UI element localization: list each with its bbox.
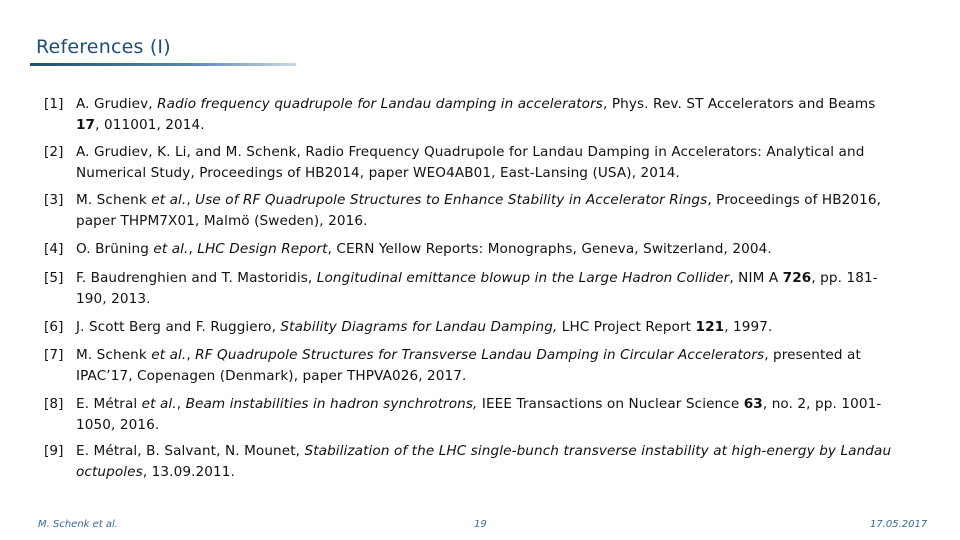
reference-italic-run: Longitudinal emittance blowup in the Large Hadron Collider	[316, 270, 730, 286]
reference-italic-run: Beam instabilities in hadron synchrotrons,	[185, 396, 478, 412]
reference-text	[76, 239, 894, 260]
reference-text	[76, 441, 894, 483]
reference-text	[76, 394, 894, 436]
reference-run: , CERN Yellow Reports: Monographs, Geneva, Switzerland, 2004.	[327, 241, 772, 257]
reference-run: M. Schenk	[76, 192, 152, 208]
reference-number: [3]	[44, 192, 64, 208]
reference-run: , presented at IPAC’17, Copenagen (Denmark), paper THPVA026, 2017.	[76, 347, 861, 384]
reference-number: [2]	[44, 144, 64, 160]
reference-run: ,	[186, 347, 196, 363]
reference-text	[76, 317, 894, 338]
reference-number: [1]	[44, 96, 64, 112]
reference-number: [6]	[44, 319, 64, 335]
reference-run: A. Grudiev,	[76, 96, 158, 112]
reference-number: [8]	[44, 396, 64, 412]
reference-run: , NIM A	[729, 270, 783, 286]
reference-number: [4]	[44, 241, 64, 257]
reference-text	[76, 345, 894, 387]
reference-run: IEEE Transactions on Nuclear Science	[477, 396, 744, 412]
title-underline	[30, 63, 296, 66]
reference-italic-run: et al.	[151, 192, 187, 208]
footer-date: 17.05.2017	[870, 519, 928, 530]
reference-number: [5]	[44, 270, 64, 286]
reference-italic-run: Radio frequency quadrupole for Landau damping in accelerators	[157, 96, 603, 112]
reference-run: F. Baudrenghien and T. Mastoridis,	[76, 270, 317, 286]
reference-text	[76, 142, 894, 184]
reference-text	[76, 190, 894, 232]
reference-item	[44, 94, 894, 136]
footer-page-number: 19	[474, 519, 487, 530]
reference-run: ,	[188, 241, 198, 257]
reference-run: M. Schenk	[76, 347, 152, 363]
reference-number: [9]	[44, 443, 64, 459]
reference-run: E. Métral	[76, 396, 142, 412]
reference-run: ,	[176, 396, 186, 412]
reference-run: , pp. 181-190, 2013.	[76, 270, 878, 307]
reference-item	[44, 239, 894, 260]
reference-run: , 1997.	[724, 319, 773, 335]
reference-text	[76, 94, 894, 136]
reference-run: J. Scott Berg and F. Ruggiero,	[76, 319, 281, 335]
slide-title: References (I)	[36, 36, 171, 58]
reference-item	[44, 441, 894, 483]
reference-run: , 13.09.2011.	[142, 464, 235, 480]
reference-run: O. Brüning	[76, 241, 154, 257]
footer-author: M. Schenk et al.	[38, 519, 118, 530]
reference-bold-run: 121	[695, 319, 725, 335]
reference-bold-run: 63	[743, 396, 763, 412]
reference-item	[44, 268, 894, 310]
reference-run: , 011001, 2014.	[95, 117, 205, 133]
reference-bold-run: 726	[782, 270, 812, 286]
reference-italic-run: et al.	[153, 241, 189, 257]
reference-item	[44, 394, 894, 436]
reference-italic-run: LHC Design Report	[197, 241, 328, 257]
reference-run: E. Métral, B. Salvant, N. Mounet,	[76, 443, 305, 459]
reference-item	[44, 317, 894, 338]
reference-number: [7]	[44, 347, 64, 363]
reference-bold-run: 17	[76, 117, 96, 133]
reference-run: , Phys. Rev. ST Accelerators and Beams	[602, 96, 876, 112]
reference-text	[76, 268, 894, 310]
reference-run: ,	[186, 192, 196, 208]
reference-italic-run: Use of RF Quadrupole Structures to Enhance Stability in Accelerator Rings	[195, 192, 708, 208]
reference-italic-run: et al.	[141, 396, 177, 412]
reference-run: A. Grudiev, K. Li, and M. Schenk, Radio Frequency Quadrupole for Landau Damping in Accelerators: Analytical and Numerical Study, Proceedings of HB2014, paper WEO4AB01, East-Lansing (USA), 2014.	[76, 144, 865, 181]
reference-italic-run: Stabilization of the LHC single-bunch transverse instability at high-energy by Landau octupoles	[76, 443, 892, 480]
reference-run: , Proceedings of HB2016, paper THPM7X01, Malmö (Sweden), 2016.	[76, 192, 882, 229]
reference-item	[44, 190, 894, 232]
reference-run: , no. 2, pp. 1001-1050, 2016.	[76, 396, 882, 433]
reference-run: LHC Project Report	[557, 319, 696, 335]
reference-item	[44, 345, 894, 387]
reference-item	[44, 142, 894, 184]
reference-italic-run: RF Quadrupole Structures for Transverse Landau Damping in Circular Accelerators	[195, 347, 765, 363]
reference-italic-run: Stability Diagrams for Landau Damping,	[280, 319, 558, 335]
reference-italic-run: et al.	[151, 347, 187, 363]
